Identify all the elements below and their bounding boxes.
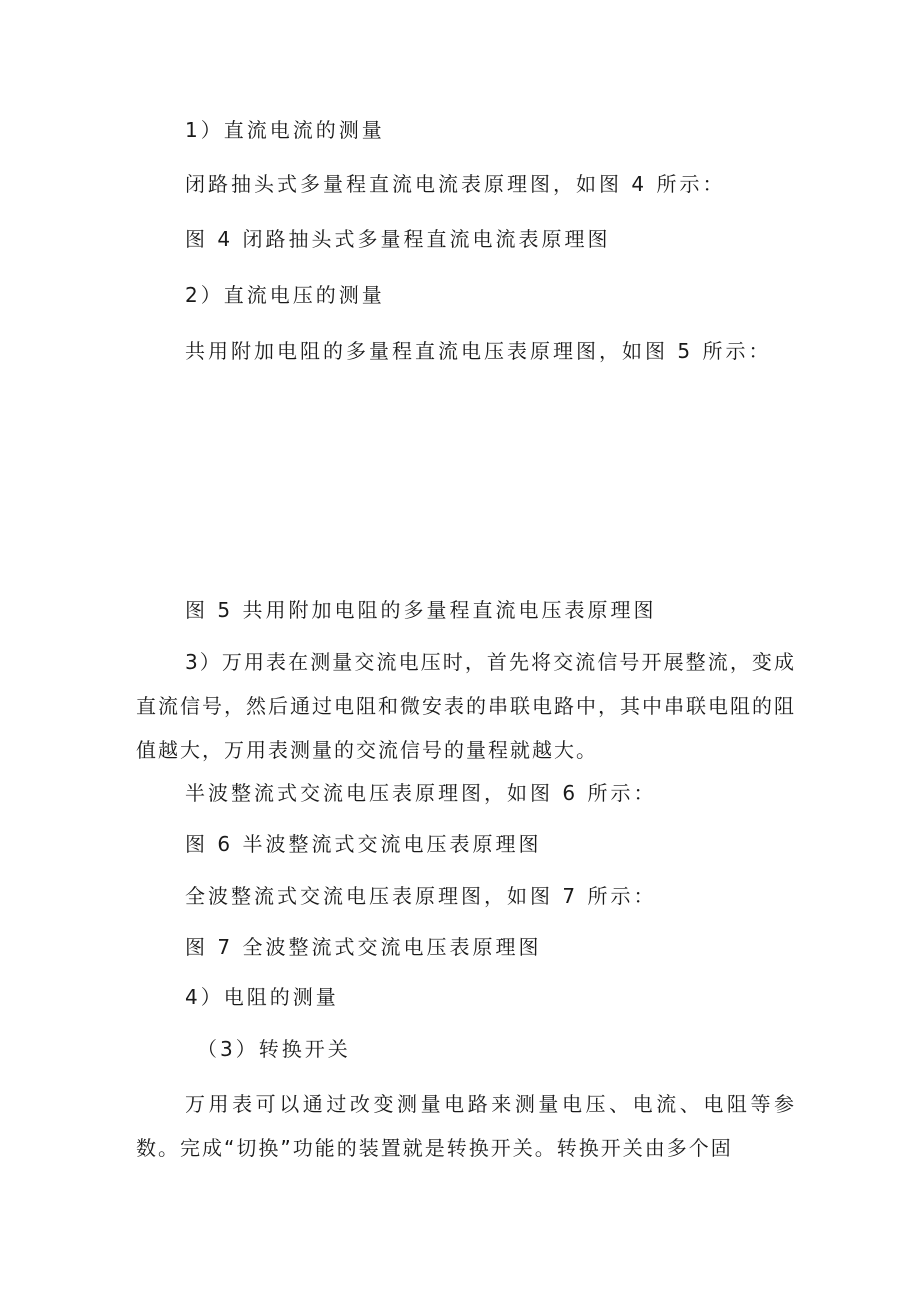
heading-dc-voltage: 2）直流电压的测量: [185, 283, 385, 307]
caption-fig5: 图 5 共用附加电阻的多量程直流电压表原理图: [185, 598, 657, 622]
text-fig5-intro: 共用附加电阻的多量程直流电压表原理图，如图 5 所示：: [185, 339, 772, 363]
heading-switch: （3）转换开关: [197, 1037, 351, 1061]
text-fig6-intro: 半波整流式交流电压表原理图，如图 6 所示：: [185, 781, 657, 805]
text-fig7-intro: 全波整流式交流电压表原理图，如图 7 所示：: [185, 884, 657, 908]
text-fig4-intro: 闭路抽头式多量程直流电流表原理图，如图 4 所示：: [185, 172, 726, 196]
caption-fig4: 图 4 闭路抽头式多量程直流电流表原理图: [185, 227, 611, 251]
heading-resistance: 4）电阻的测量: [185, 985, 339, 1009]
caption-fig6: 图 6 半波整流式交流电压表原理图: [185, 832, 542, 856]
paragraph-ac-voltage: 3）万用表在测量交流电压时，首先将交流信号开展整流，变成直流信号，然后通过电阻和微安表的串联电路中，其中串联电阻的阻值越大，万用表测量的交流信号的量程就越大。: [136, 650, 796, 762]
heading-dc-current: 1）直流电流的测量: [185, 118, 385, 142]
figure-5-placeholder: [185, 400, 745, 570]
caption-fig7: 图 7 全波整流式交流电压表原理图: [185, 935, 542, 959]
paragraph-switch: 万用表可以通过改变测量电路来测量电压、电流、电阻等参数。完成“切换”功能的装置就是转换开关。转换开关由多个固: [136, 1092, 796, 1160]
